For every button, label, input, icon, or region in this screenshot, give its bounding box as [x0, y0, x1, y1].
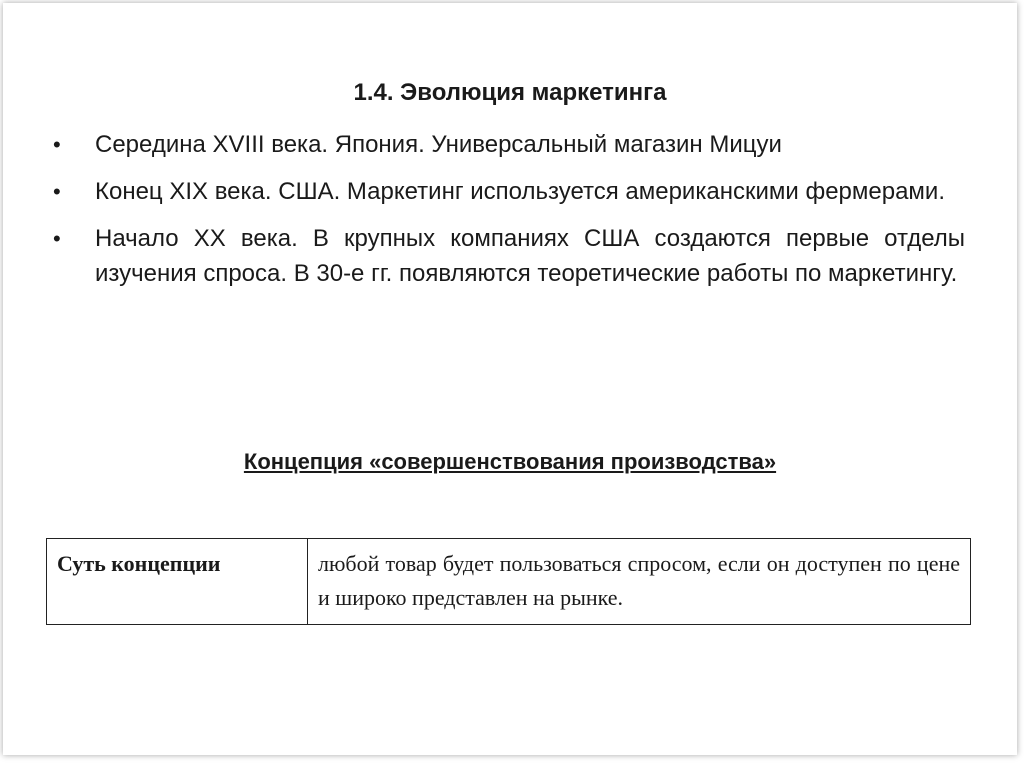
concept-row — [47, 539, 971, 625]
concept-heading-text: Концепция «совершенствования производства» — [243, 449, 777, 474]
concept-heading — [3, 449, 1017, 475]
bullet-text: Конец XIX века. США. Маркетинг используется американскими фермерами. — [95, 178, 946, 205]
bullet-text: Начало XX века. В крупных компаниях США создаются первые отделы изучения спроса. В 30-е гг. появляются теоретические работы по маркетингу. — [95, 225, 965, 287]
slide-title: 1.4. Эволюция маркетинга — [353, 79, 667, 106]
concept-label-cell: Суть концепции — [47, 539, 308, 625]
bullet-text: Середина XVIII века. Япония. Универсальный магазин Мицуи — [95, 131, 782, 158]
bullet-item — [53, 127, 965, 162]
concept-table — [46, 538, 971, 625]
bullet-item — [53, 174, 965, 209]
bullet-item — [53, 221, 965, 291]
concept-value-cell: любой товар будет пользоваться спросом, если он доступен по цене и широко представлен на рынке. — [308, 539, 971, 625]
bullet-dot-icon: • — [53, 179, 61, 204]
bullet-dot-icon: • — [53, 226, 61, 251]
bullet-list — [53, 127, 965, 303]
bullet-dot-icon: • — [53, 132, 61, 157]
slide — [3, 3, 1017, 755]
